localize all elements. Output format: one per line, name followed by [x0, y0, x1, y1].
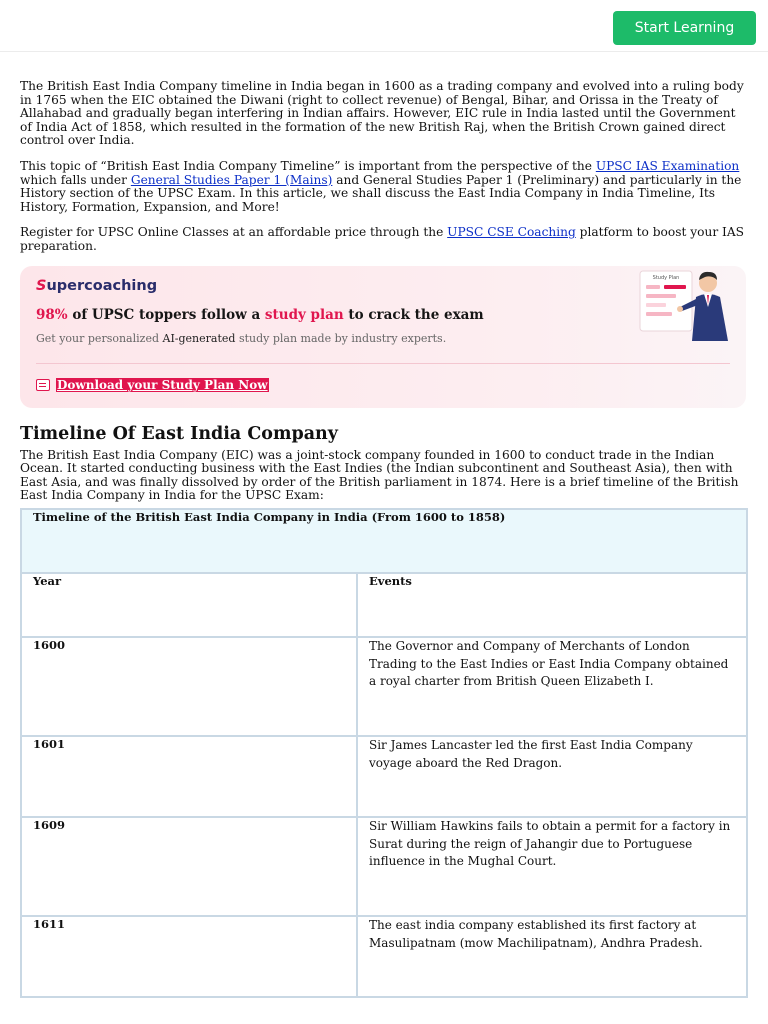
teacher-illustration — [638, 266, 738, 345]
download-label: Download your Study Plan Now — [57, 377, 268, 392]
banner-divider — [36, 363, 730, 364]
table-caption-row — [21, 509, 747, 573]
headline-percent: 98% — [36, 306, 68, 323]
gs-paper-1-mains-link[interactable]: General Studies Paper 1 (Mains) — [130, 172, 333, 187]
upsc-ias-exam-link[interactable]: UPSC IAS Examination — [595, 158, 740, 173]
illustration-caption: Study Plan — [652, 274, 680, 281]
logo-text: upercoaching — [46, 277, 158, 294]
intro-paragraph-1: The British East India Company timeline in India began in 1600 as a trading company and evolved into a ruling body in 1765 when the EIC obtained the Diwani (right to collect revenue) of Bengal, Bihar, and Orissa in the Treaty of Allahabad and gradually began interfering in Indian affairs. However, EIC rule in India lasted until the Government of India Act of 1858, which resulted in the formation of the new British Raj, when the British Crown gained direct control over India. — [20, 79, 744, 148]
row-year: 1609 — [21, 817, 357, 916]
row-event: The east india company established its first factory at Masulipatnam (mow Machilipatnam), Andhra Pradesh. — [357, 916, 747, 997]
subline-text: study plan made by industry experts. — [235, 331, 447, 345]
logo-s: S — [36, 277, 47, 294]
intro-text: which falls under — [20, 172, 131, 187]
row-year: 1600 — [21, 637, 357, 736]
supercoaching-banner[interactable] — [20, 266, 746, 408]
download-study-plan-link[interactable] — [36, 378, 269, 392]
banner-subline — [36, 332, 446, 345]
table-row — [21, 916, 747, 997]
column-header-year: Year — [21, 573, 357, 637]
article-content — [20, 80, 748, 515]
intro-text: Register for UPSC Online Classes at an affordable price through the — [20, 225, 448, 240]
table-row — [21, 637, 747, 736]
headline-text: to crack the exam — [343, 306, 484, 323]
table-row — [21, 736, 747, 817]
intro-text: and General Studies Paper 1 (Preliminary) and particularly in the History section of the UPSC Exam. In this article, we shall discuss the East India Company in India Timeline, Its History, Formation, Expansion, and More! — [20, 172, 742, 214]
row-event: Sir James Lancaster led the first East India Company voyage aboard the Red Dragon. — [357, 736, 747, 817]
intro-paragraph-3 — [20, 226, 748, 253]
supercoaching-logo — [36, 278, 157, 294]
headline-highlight: study plan — [264, 306, 344, 323]
row-event: Sir William Hawkins fails to obtain a permit for a factory in Surat during the reign of Jahangir due to Portuguese influence in the Mughal Court. — [357, 817, 747, 916]
section-title: Timeline Of East India Company — [20, 423, 338, 444]
headline-text: of UPSC toppers follow a — [67, 306, 265, 323]
table-header-row — [21, 573, 747, 637]
intro-text: platform to boost your IAS preparation. — [20, 225, 744, 253]
intro-paragraph-2 — [20, 160, 748, 214]
row-year: 1611 — [21, 916, 357, 997]
column-header-events: Events — [357, 573, 747, 637]
intro-text: This topic of “British East India Company Timeline” is important from the perspective of the — [20, 158, 596, 173]
start-learning-button[interactable]: Start Learning — [613, 11, 756, 45]
banner-headline — [36, 307, 484, 323]
upsc-cse-coaching-link[interactable]: UPSC CSE Coaching — [447, 225, 576, 240]
subline-text: Get your personalized — [36, 331, 163, 345]
subline-ai: AI-generated — [162, 331, 236, 345]
table-row — [21, 817, 747, 916]
table-caption: Timeline of the British East India Company in India (From 1600 to 1858) — [21, 509, 747, 573]
row-year: 1601 — [21, 736, 357, 817]
document-icon — [36, 379, 50, 391]
section-intro: The British East India Company (EIC) was a joint-stock company founded in 1600 to conduct trade in the Indian Ocean. It started conducting business with the East Indies (the Indian subcontinent and Southeast Asia), then with East Asia, and was finally dissolved by order of the British parliament in 1874. Here is a brief timeline of the British East India Company in India for the UPSC Exam: — [20, 447, 739, 503]
top-bar — [0, 0, 768, 52]
timeline-table — [20, 508, 748, 998]
row-event: The Governor and Company of Merchants of London Trading to the East Indies or East India Company obtained a royal charter from British Queen Elizabeth I. — [357, 637, 747, 736]
